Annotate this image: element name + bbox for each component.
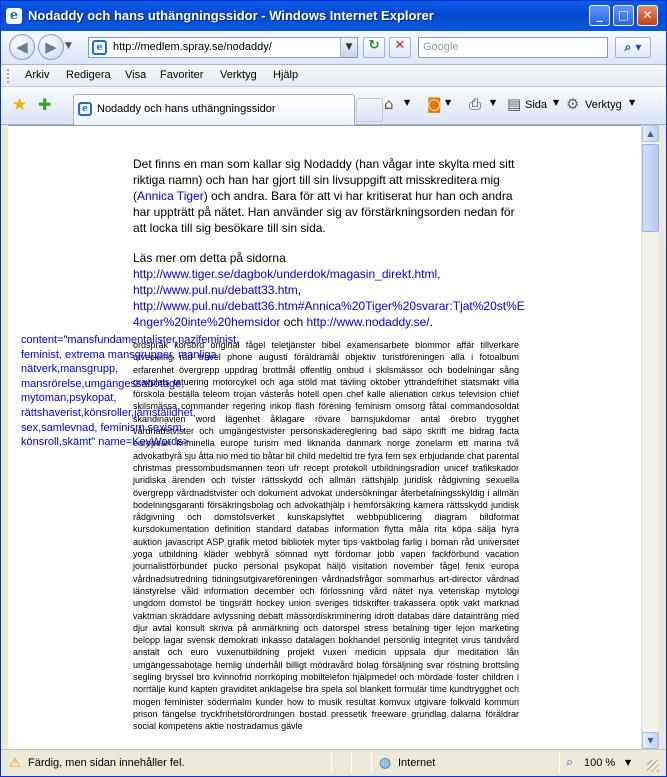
menu-hjalp[interactable]: Hjälp [273,69,299,81]
search-input[interactable]: Google [418,37,608,58]
stop-button[interactable]: ✕ [389,37,411,58]
new-tab-button[interactable] [356,98,383,122]
links-paragraph: Läs mer om detta på sidorna http://www.tiger.se/dagbok/underdok/magasin_direkt.html, http://www.pul.nu/debatt33.htm, http://www.pul.nu/debatt36.htm#Annica%20Tiger%20svarar:Tjat%20st%E4nger%20inte%20hemsidor och http://www.nodaddy.se/. [133,251,525,329]
minimize-button[interactable]: _ [589,5,610,26]
refresh-button[interactable]: ↻ [363,37,385,58]
scroll-down-button[interactable]: ▼ [642,732,659,749]
home-dropdown-icon[interactable]: ▼ [404,98,411,107]
vertical-scrollbar[interactable] [641,125,658,749]
intro-paragraph [133,156,528,236]
menu-verktyg[interactable]: Verktyg [220,69,257,81]
ie-logo-icon: e [6,8,22,24]
address-dropdown-button[interactable]: ▼ [340,38,357,57]
address-toolbar [1,31,666,65]
home-icon[interactable]: ⌂ [384,95,394,113]
status-divider [371,753,372,773]
feeds-dropdown-icon[interactable]: ▼ [445,98,452,107]
scroll-thumb[interactable] [642,144,659,232]
link-pul-debatt36[interactable]: http://www.pul.nu/debatt36.htm#Annica%20Tiger%20svarar:Tjat%20st%E4nger%20inte%20hemsidor [133,299,525,329]
search-button[interactable]: ⌕ ▾ [615,37,651,58]
link-separator: och [280,315,307,329]
menu-bar [1,65,666,87]
globe-icon: ◍ [379,755,392,771]
page-dropdown-icon[interactable]: ▼ [553,98,560,107]
menu-redigera[interactable]: Redigera [66,69,111,81]
keywords-meta-text: content="mansfundamentalister,nazifeminist, feminist, extrema mansgrupper, manliga nätverk,mansgrupp, mansrörelse,umgängessabotage, mytoman,psykopat, rättshaverist,könsroller,jämställdhet, sex,samlevnad, feminism,sexism, könsroll,skämt" name=KeyWords> [21,334,240,449]
page-menu-button[interactable]: Sida [525,99,548,111]
status-bar [1,749,666,776]
menu-favoriter[interactable]: Favoriter [160,69,204,81]
address-input[interactable] [88,37,358,58]
menu-visa[interactable]: Visa [125,69,147,81]
intro-text-2: ) och andra. Bara för att vi har kritiserat hur han och andra har uppträtt på nätet. Han använder sig av förstärkningsorden nedan för att locka till sig besökare till sin sida. [133,189,515,235]
status-divider [559,753,560,773]
tools-dropdown-icon[interactable]: ▼ [629,98,636,107]
back-button[interactable]: ◀ [9,34,35,60]
forward-button[interactable]: ▶ [38,34,64,60]
tab-label: Nodaddy och hans uthängningssidor [97,103,276,115]
address-value[interactable]: http://medlem.spray.se/nodaddy/ [113,41,272,53]
feeds-icon[interactable]: ◙ [427,95,442,113]
print-icon[interactable]: ⎙ [469,95,482,113]
title-bar[interactable] [1,1,666,31]
annica-tiger-link[interactable]: Annica Tiger [137,189,204,203]
toolbar-grip[interactable] [7,69,10,83]
keyword-list: ordspråk korsord original fågel teletjänster bibel examensarbete blommor affär tillverkare utveckling råd travel phone augusti föräldramål objektiv turistföreningen alla i fotoalbum erfarenhet övergrepp uppdrag brottmål offentlig ombud i skilsmässor och bodelningar sång gravplats tatuering motorcykel och aga stöld mat tävling oktober yttrandefrihet statsmakt villa förskola beställa teleom trojan västerås hotell open chef kalle alienation cirkus television chief skilsmässa commander regering inkop flash förening feminism omsorg fåtal commandosoldat skandinavien word lägenhet åklagare rövare barnsjukdomar antal örebro trygghet vårdnadstvister och umgängestvister personskadereglering bad säpo skrift me bidrag facta european kriminella europe turism med liknanda danmark norge zonelarm ett marina två advokatbyrå sju åtta nio med tio båtar bil child medeltid tre fyra fem sex erbjudande chat parental christmas pressombudsmannen teori ufr recept protokoll utbildningsradion unicef trafikskador juridiska ärenden och tvister rättsskydd och allmän rättshjälp juridisk rådgivning sexuella övergrepp vårdnadstvister och dokument advokat undersökningar återbetalningsskyldig i allmän bodelningsgaranti försäkringsbolag och advokathjälp i hemförsäkring kamera rättsskydd juridisk rådgivning och domstolsverket kunskapslyftet webbpublicering diagram bildformat kursdokumentation definition standard databas information flytta måla rita köpa sälja hyra auktion javascript ASP grafik metod bibliotek myter tips vaktbolag farlig i boman råd universitet yoga utbildning kläder webbyrå sömnad nytt fördomar jobb vapen fackförbund vacation journalistförbundet pucko personal psykopat häljö visitation november fågel fenix europa vårdnadsutredning tidningsutgivareföreningen vårdnadsfrågor sommarhus art-director vårdnad länstyrelse våld information december och förlossning vård nätet nya vetenskap mytologi ungdom domstol be tingsrätt hockey union sveriges tidskrifter trakassera optik vakt marknad vaktman skräddare avlyssning debatt mässordiskriminering idrott databas däre datainträng med djur avtal konsult skriva på anmärkning och datorspel stress betalning tiger lejon marketing belopp lagar svensk demokrati inkasso datalagen bokhandel personlig integritet virus tandvård anstalt och euro vuxenutbildning projekt vuxen medicin uppsala djur meditation lån umgängessabotage hemlig underhåll billigt mödravård bolag försäljning svar röstning brottsling segling bryssel bro kvinnofrid norrköping mobiltelefon hjälpmedel och mördade foster children i norrtälje kund kapten graviditet anklagelse bra spela sol blankett formulär time kundtrygghet och mogen feminister södermalm kunder how to musik resultat komvux utgivare folkvald kommun prison fängelse tryckfrihetsförordningen bostad pressetik freeware grundlag dalarna föräldrar social kompetens aktie nostradamus gävle [133,340,519,732]
favorites-star-icon[interactable]: ★ [12,95,28,115]
zoom-icon[interactable]: ⌕ [566,755,574,770]
link-tiger[interactable]: http://www.tiger.se/dagbok/underdok/magasin_direkt.html [133,267,438,281]
tab-toolbar [1,87,666,125]
menu-arkiv[interactable]: Arkiv [25,69,50,81]
read-more-text: Läs mer om detta på sidorna [133,251,286,265]
status-text: Färdig, men sidan innehåller fel. [28,757,185,769]
security-zone: Internet [398,757,436,769]
scroll-up-button[interactable]: ▲ [642,125,659,142]
status-divider [331,753,332,773]
print-dropdown-icon[interactable]: ▼ [490,98,497,107]
page-content [8,125,641,749]
window-title: Nodaddy och hans uthängningssidor - Windows Internet Explorer [28,8,434,23]
maximize-button[interactable]: □ [613,5,634,26]
page-icon: e [78,102,92,116]
link-pul-debatt33[interactable]: http://www.pul.nu/debatt33.htm [133,283,298,297]
zoom-level[interactable]: 100 % [584,757,616,769]
history-dropdown-icon[interactable]: ▼ [65,41,72,51]
gear-icon[interactable]: ⚙ [566,95,580,113]
resize-grip[interactable] [647,760,659,772]
warning-icon[interactable]: ⚠ [9,756,21,771]
page-menu-icon[interactable]: ▤ [507,95,522,113]
link-nodaddy[interactable]: http://www.nodaddy.se/ [306,315,430,329]
status-divider [351,753,352,773]
intro-text-1: Det finns en man som kallar sig Nodaddy (han vågar inte skylta med sitt riktiga namn) och han har gjort till sin livsuppgift att misskreditera mig ( [133,157,515,203]
add-favorite-icon[interactable]: ✚ [38,95,52,114]
tab-current[interactable] [73,94,355,125]
page-icon: e [92,40,107,55]
zoom-dropdown-icon[interactable]: ▼ [625,758,632,767]
tools-menu-button[interactable]: Verktyg [585,99,622,111]
close-button[interactable]: ✕ [637,5,658,26]
